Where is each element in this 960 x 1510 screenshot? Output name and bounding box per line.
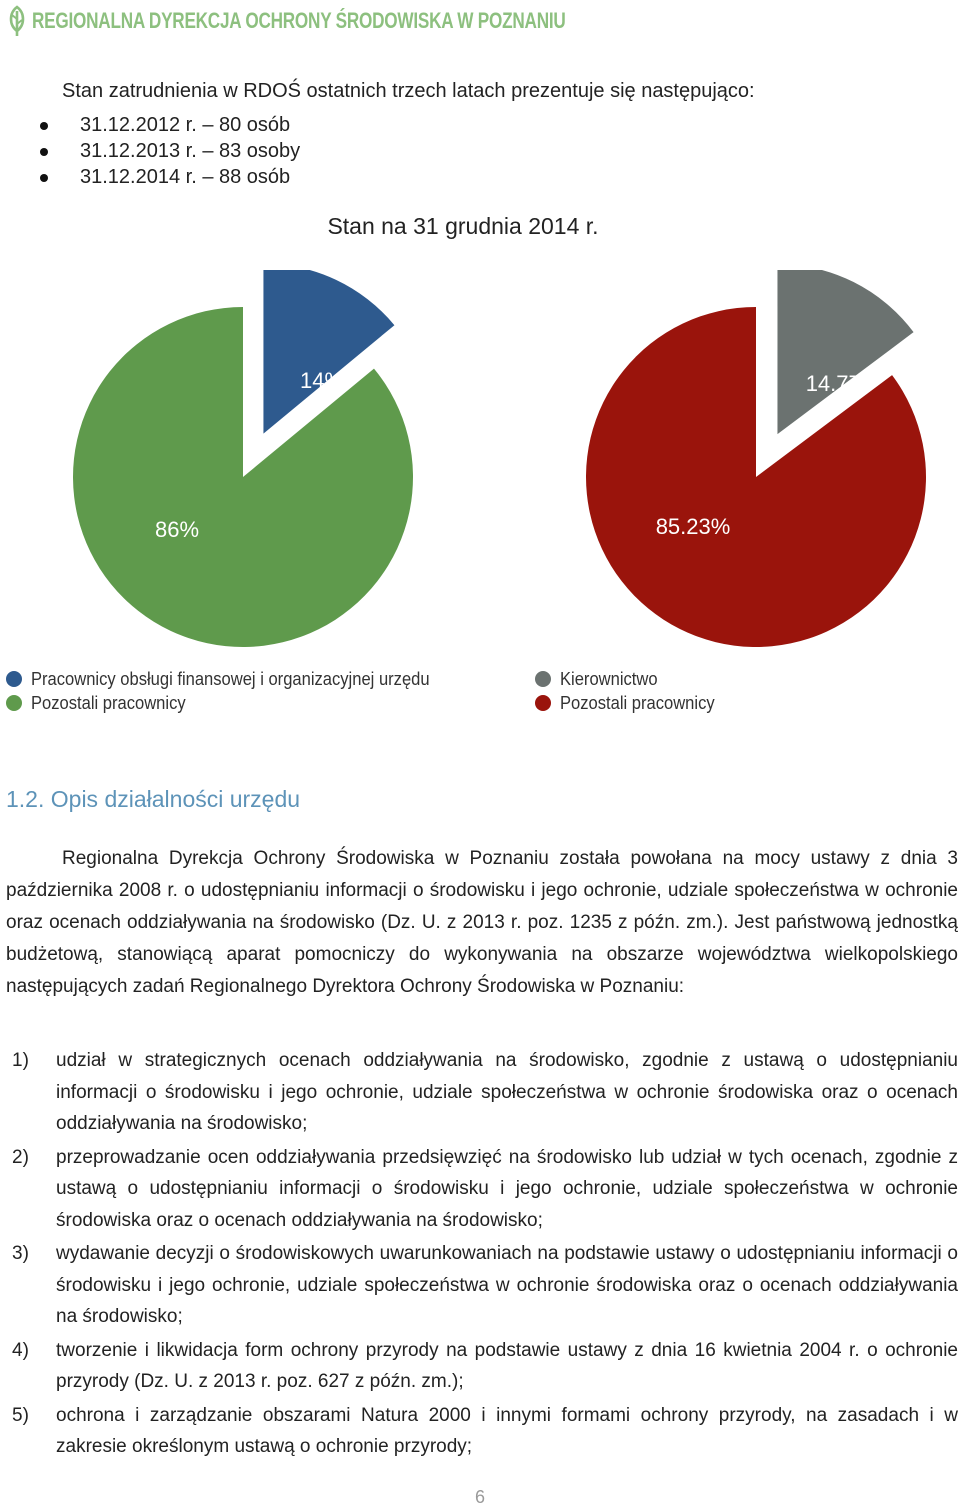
legend-item: Pozostali pracownicy [6, 691, 464, 715]
list-item: 31.12.2012 r. – 80 osób [40, 112, 300, 138]
employment-list [40, 112, 300, 190]
slice-label: 14% [299, 368, 345, 393]
bullet-icon [40, 122, 48, 130]
slice-label: 85.23% [655, 514, 731, 539]
bullet-icon [40, 148, 48, 156]
tasks-list [6, 1045, 958, 1465]
chart-title: Stan na 31 grudnia 2014 r. [327, 213, 599, 239]
pie-slice [73, 307, 413, 647]
slice-label: 14.77% [805, 371, 881, 396]
list-item: 5) ochrona i zarządzanie obszarami Natura 2000 i innymi formami ochrony przyrody, na zasadach i w zakresie określonym ustawą o ochronie przyrody; [12, 1404, 958, 1457]
legend-item: Kierownictwo [535, 667, 728, 691]
section-heading: 1.2. Opis działalności urzędu [6, 786, 301, 812]
list-item: 31.12.2014 r. – 88 osób [40, 164, 300, 190]
intro-text: Stan zatrudnienia w RDOŚ ostatnich trzech latach prezentuje się następująco: [62, 80, 755, 102]
legend-item: Pracownicy obsługi finansowej i organizacyjnej urzędu [6, 667, 464, 691]
pie-charts [0, 270, 960, 670]
header-title: REGIONALNA DYREKCJA OCHRONY ŚRODOWISKA W POZNANIU [32, 8, 566, 33]
page-header [6, 4, 566, 38]
legend-left [6, 667, 464, 715]
legend-swatch [6, 695, 22, 711]
list-item: 31.12.2013 r. – 83 osoby [40, 138, 300, 164]
list-item: 4) tworzenie i likwidacja form ochrony przyrody na podstawie ustawy z dnia 16 kwietnia 2004 r. o ochronie przyrody (Dz. U. z 2013 r. poz. 627 z późn. zm.); [12, 1339, 958, 1392]
legend-swatch [535, 695, 551, 711]
legend-swatch [6, 671, 22, 687]
legend-item: Pozostali pracownicy [535, 691, 728, 715]
bullet-icon [40, 174, 48, 182]
description-paragraph: Regionalna Dyrekcja Ochrony Środowiska w Poznaniu została powołana na mocy ustawy z dnia 3 października 2008 r. o udostępnianiu informacji o środowisku i jego ochronie, udziale społeczeństwa w ochronie oraz ocenach oddziaływania na środowisko (Dz. U. z 2013 r. poz. 1235 z późn. zm.). Jest państwową jednostką budżetową, stanowiącą aparat pomocniczy do wykonywania na obszarze województwa wielkopolskiego następujących zadań Regionalnego Dyrektora Ochrony Środowiska w Poznaniu: [6, 848, 958, 997]
list-item: 1) udział w strategicznych ocenach oddziaływania na środowisko, zgodnie z ustawą o udostępnianiu informacji o środowisku i jego ochronie, udziale społeczeństwa w ochronie środowiska oraz o ocenach oddziaływania na środowisko; [12, 1050, 958, 1134]
legend-swatch [535, 671, 551, 687]
leaf-icon [6, 5, 28, 37]
page-number: 6 [474, 1487, 485, 1507]
slice-label: 86% [154, 517, 200, 542]
list-item: 3) wydawanie decyzji o środowiskowych uwarunkowaniach na podstawie ustawy o udostępnianiu informacji o środowisku i jego ochronie, udziale społeczeństwa w ochronie środowiska oraz o ocenach oddziaływania na środowisko; [12, 1243, 958, 1327]
list-item: 2) przeprowadzanie ocen oddziaływania przedsięwzięć na środowisko lub udział w tych ocenach, zgodnie z ustawą o udostępnianiu informacji o środowisku i jego ochronie, udziale społeczeństwa w ochronie środowiska oraz o ocenach oddziaływania na środowisko; [12, 1146, 958, 1231]
legend-right [535, 667, 728, 715]
